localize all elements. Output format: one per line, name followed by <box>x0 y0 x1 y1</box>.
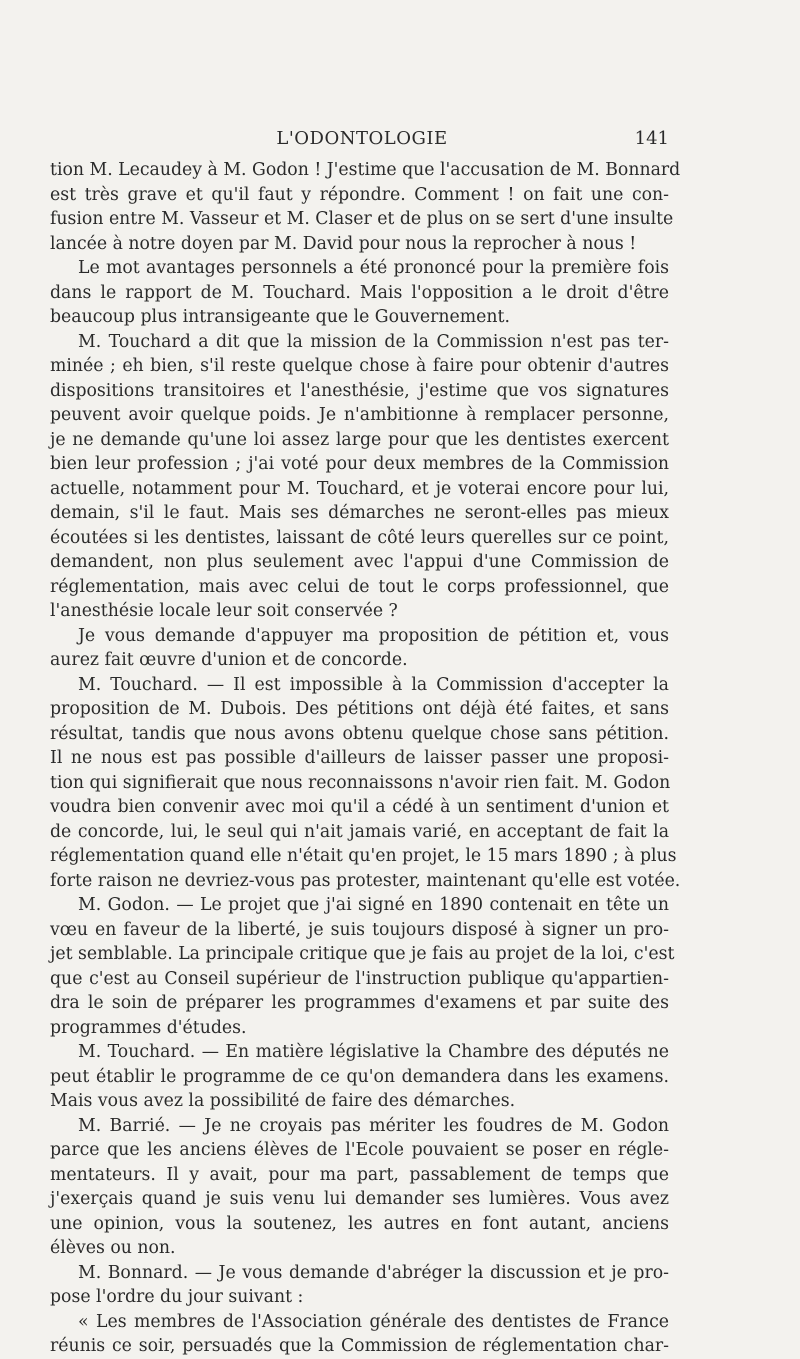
text-line: parce que les anciens élèves de l'Ecole pouvaient se poser en régle- <box>50 1140 669 1160</box>
text-line: proposition de M. Dubois. Des pétitions ont déjà été faites, et sans <box>50 699 669 719</box>
text-line: demain, s'il le faut. Mais ses démarches ne seront-elles pas mieux <box>50 503 669 523</box>
page-number: 141 <box>634 128 669 149</box>
text-line: dra le soin de préparer les programmes d'examens et par suite des <box>50 993 669 1013</box>
text-line: programmes d'études. <box>50 1017 247 1038</box>
text-line: résultat, tandis que nous avons obtenu quelque chose sans pétition. <box>50 723 669 744</box>
text-line: une opinion, vous la soutenez, les autres en font autant, anciens <box>50 1213 669 1234</box>
text-line: peut établir le programme de ce qu'on demandera dans les examens. <box>50 1066 669 1087</box>
text-line: que c'est au Conseil supérieur de l'instruction publique qu'appartien- <box>50 968 669 989</box>
text-line: Le mot avantages personnels a été prononcé pour la première fois <box>78 258 669 278</box>
text-line: tion M. Lecaudey à M. Godon ! J'estime que l'accusation de M. Bonnard <box>50 160 681 180</box>
text-line: l'anesthésie locale leur soit conservée ? <box>50 601 398 621</box>
text-line: bien leur profession ; j'ai voté pour deux membres de la Commission <box>50 454 669 474</box>
text-line: forte raison ne devriez-vous pas protester, maintenant qu'elle est votée. <box>50 870 681 891</box>
text-line: élèves ou non. <box>50 1238 176 1258</box>
running-header <box>55 128 669 152</box>
text-line: réglementation, mais avec celui de tout le corps professionnel, que <box>50 576 669 597</box>
text-line: M. Bonnard. — Je vous demande d'abréger la discussion et je pro- <box>78 1262 669 1283</box>
text-line: lancée à notre doyen par M. David pour nous la reprocher à nous ! <box>50 233 637 254</box>
text-line: « Les membres de l'Association générale des dentistes de France <box>78 1311 669 1332</box>
text-line: écoutées si les dentistes, laissant de côté leurs querelles sur ce point, <box>50 527 669 548</box>
text-line: Mais vous avez la possibilité de faire des démarches. <box>50 1091 516 1111</box>
text-line: Je vous demande d'appuyer ma proposition de pétition et, vous <box>78 625 669 646</box>
text-line: vœu en faveur de la liberté, je suis toujours disposé à signer un pro- <box>50 919 669 940</box>
text-line: de concorde, lui, le seul qui n'ait jamais varié, en acceptant de fait la <box>50 821 669 842</box>
text-line: réunis ce soir, persuadés que la Commission de réglementation char- <box>50 1336 669 1356</box>
text-line: réglementation quand elle n'était qu'en projet, le 15 mars 1890 ; à plus <box>50 846 677 866</box>
text-line: j'exerçais quand je suis venu lui demander ses lumières. Vous avez <box>50 1189 669 1209</box>
text-line: mentateurs. Il y avait, pour ma part, passablement de temps que <box>50 1164 669 1185</box>
text-line: pose l'ordre du jour suivant : <box>50 1287 304 1307</box>
text-line: est très grave et qu'il faut y répondre. Comment ! on fait une con- <box>50 184 669 205</box>
body-text <box>50 158 681 1359</box>
text-line: tion qui signifierait que nous reconnaissons n'avoir rien fait. M. Godon <box>50 772 671 793</box>
text-line: M. Touchard. — Il est impossible à la Commission d'accepter la <box>78 674 669 695</box>
text-line: M. Touchard. — En matière législative la Chambre des députés ne <box>78 1042 669 1062</box>
text-line: dispositions transitoires et l'anesthésie, j'estime que vos signatures <box>50 380 669 401</box>
text-line: peuvent avoir quelque poids. Je n'ambitionne à remplacer personne, <box>50 405 669 425</box>
text-line: je ne demande qu'une loi assez large pour que les dentistes exercent <box>50 429 669 450</box>
text-line: M. Touchard a dit que la mission de la Commission n'est pas ter- <box>78 331 669 352</box>
text-line: M. Godon. — Le projet que j'ai signé en 1890 contenait en tête un <box>78 895 669 915</box>
text-line: M. Barrié. — Je ne croyais pas mériter les foudres de M. Godon <box>78 1115 669 1136</box>
text-line: voudra bien convenir avec moi qu'il a cédé à un sentiment d'union et <box>50 797 669 817</box>
journal-title: L'ODONTOLOGIE <box>276 128 448 149</box>
text-line: beaucoup plus intransigeante que le Gouvernement. <box>50 307 510 327</box>
text-line: actuelle, notamment pour M. Touchard, et je voterai encore pour lui, <box>50 478 669 499</box>
text-line: demandent, non plus seulement avec l'appui d'une Commission de <box>50 552 669 572</box>
text-line: Il ne nous est pas possible d'ailleurs de laisser passer une proposi- <box>50 748 669 768</box>
text-line: aurez fait œuvre d'union et de concorde. <box>50 650 408 670</box>
text-line: dans le rapport de M. Touchard. Mais l'opposition a le droit d'être <box>50 282 669 303</box>
text-line: fusion entre M. Vasseur et M. Claser et de plus on se sert d'une insulte <box>50 209 674 229</box>
text-line: minée ; eh bien, s'il reste quelque chose à faire pour obtenir d'autres <box>50 356 669 376</box>
text-line: jet semblable. La principale critique que je fais au projet de la loi, c'est <box>50 944 675 964</box>
